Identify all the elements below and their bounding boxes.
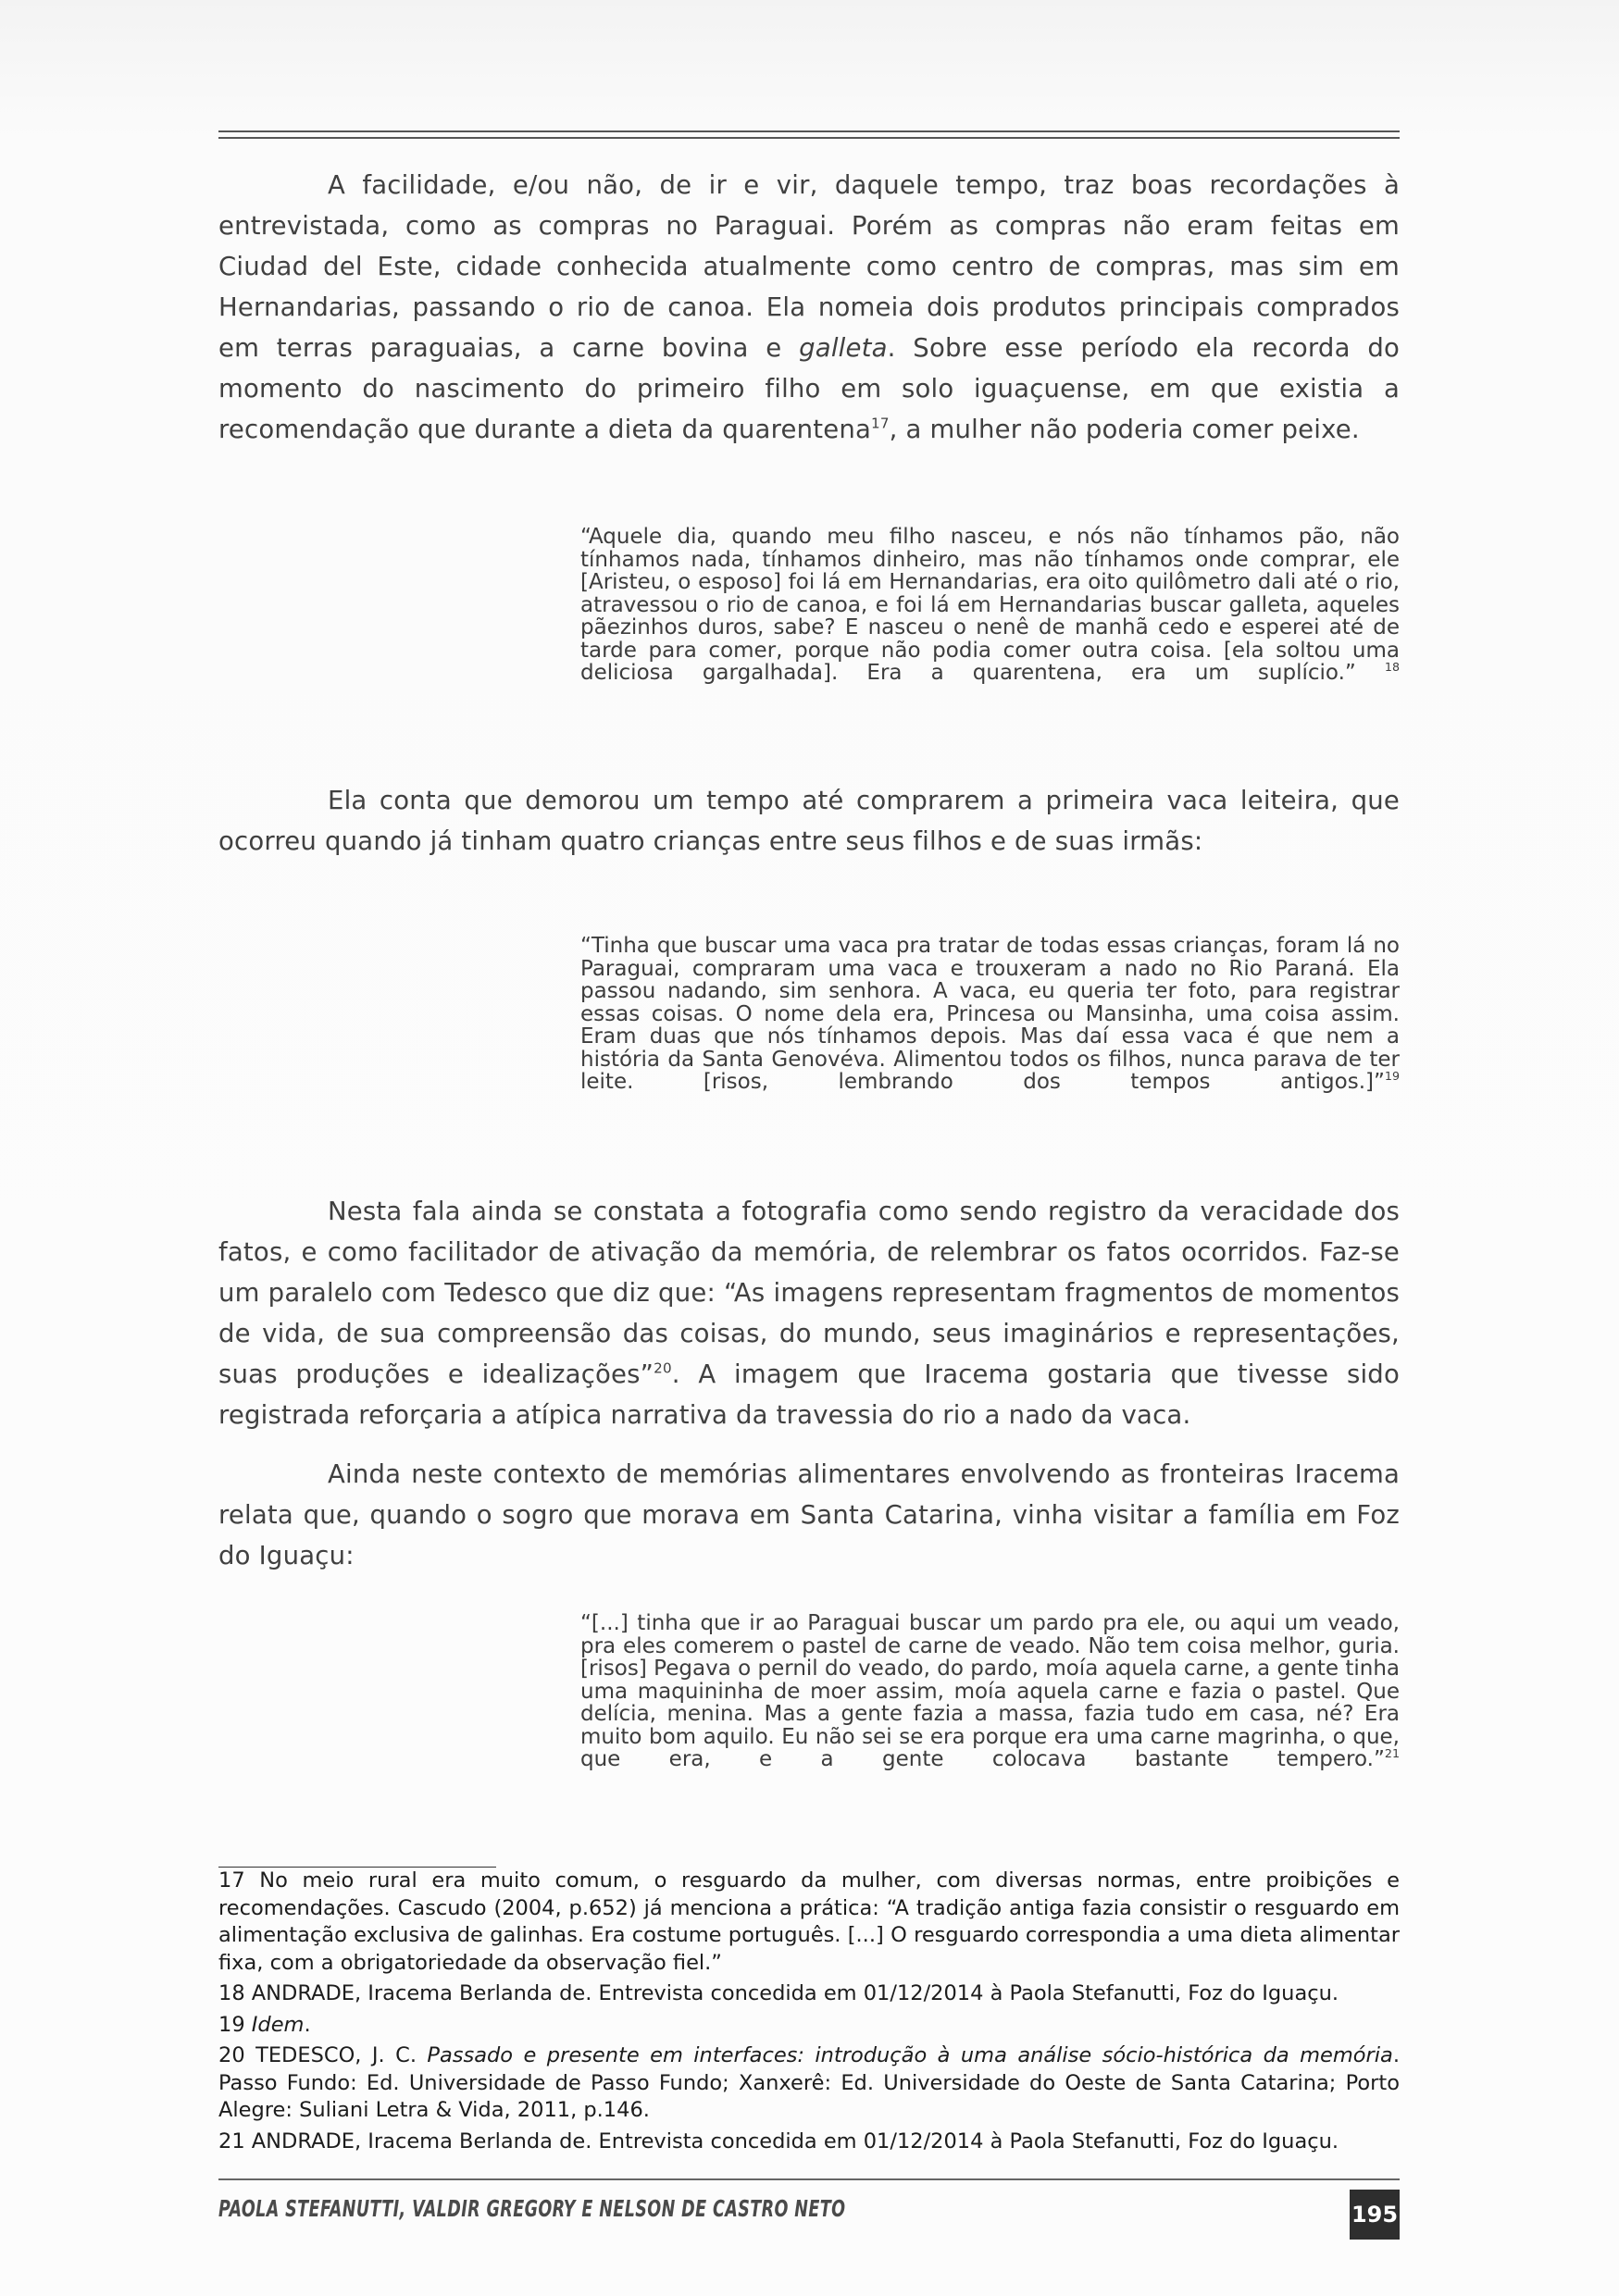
footnote-19: 19 Idem. [218,2012,311,2037]
body-paragraph-1: A facilidade, e/ou não, de ir e vir, daquele tempo, traz boas recordações à entrevistada, como as compras no Paraguai. Porém as compras não eram feitas em Ciudad del Este, cidade conhecida atualmente como centro de compras, mas sim em Hernandarias, passando o rio de canoa. Ela nomeia dois produtos principais comprados em terras paraguaias, a carne bovina e galleta. Sobre esse período ela recorda do momento do nascimento do primeiro filho em solo iguaçuense, em que existia a recomendação que durante a dieta da quarentena$^{17}$, a mulher não poderia comer peixe. [218,170,1400,444]
body-paragraph-3: Nesta fala ainda se constata a fotografia como sendo registro da veracidade dos fatos, e como facilitador de ativação da memória, de relembrar os fatos ocorridos. Faz-se um paralelo com Tedesco que diz que: “As imagens representam fragmentos de momentos de vida, de sua compreensão das coisas, do mundo, seus imaginários e representações, suas produções e idealizações”$^{20}$. A imagem que Iracema gostaria que tivesse sido registrada reforçaria a atípica narrativa da travessia do rio a nado da vaca. [218,1197,1400,1430]
header-double-rule [218,130,1400,142]
footnote-20: 20 TEDESCO, J. C. Passado e presente em interfaces: introdução à uma análise sócio-histórica da memória. Passo Fundo: Ed. Universidade de Passo Fundo; Xanxerê: Ed. Universidade do Oeste de Santa Catarina; Porto Alegre: Suliani Letra & Vida, 2011, p.146. [218,2043,1400,2122]
footer-authors: PAOLA STEFANUTTI, VALDIR GREGORY E NELSON DE CASTRO NETO [218,2195,846,2222]
footer-rule [218,2178,1400,2180]
body-paragraph-4: Ainda neste contexto de memórias alimentares envolvendo as fronteiras Iracema relata que, quando o sogro que morava em Santa Catarina, vinha visitar a família em Foz do Iguaçu: [218,1459,1400,1570]
footnote-ref-21[interactable]: 21 [1384,1746,1400,1761]
page-number-badge: 195 [1350,2190,1400,2240]
footnote-18: 18 ANDRADE, Iracema Berlanda de. Entrevista concedida em 01/12/2014 à Paola Stefanutti, Foz do Iguaçu. [218,1981,1339,2005]
footnote-21: 21 ANDRADE, Iracema Berlanda de. Entrevista concedida em 01/12/2014 à Paola Stefanutti, Foz do Iguaçu. [218,2128,1339,2153]
footnote-ref-19[interactable]: 19 [1384,1069,1400,1084]
footnote-ref-18[interactable]: 18 [1384,660,1400,675]
footnotes [218,1868,1400,2159]
block-quote-2: “Tinha que buscar uma vaca pra tratar de todas essas crianças, foram lá no Paraguai, compraram uma vaca e trouxeram a nado no Rio Paraná. Ela passou nadando, sim senhora. A vaca, eu queria ter foto, para registrar essas coisas. O nome dela era, Princesa ou Mansinha, uma coisa assim. Eram duas que nós tínhamos depois. Mas daí essa vaca é que nem a história da Santa Genovéva. Alimentou todos os filhos, nunca parava de ter leite. [risos, lembrando dos tempos antigos.]”$^{19}$ [580,934,1400,1094]
block-quote-3: “[...] tinha que ir ao Paraguai buscar um pardo pra ele, ou aqui um veado, pra eles comerem o pastel de carne de veado. Não tem coisa melhor, guria. [risos] Pegava o pernil do veado, do pardo, moía aquela carne, a gente tinha uma maquininha de moer assim, moía aquela carne e fazia o pastel. Que delícia, menina. Mas a gente fazia a massa, fazia tudo em casa, né? Era muito bom aquilo. Eu não sei se era porque era uma carne magrinha, o que, que era, e a gente colocava bastante tempero.”$^{21}$ [580,1611,1400,1771]
footnote-17: 17 No meio rural era muito comum, o resguardo da mulher, com diversas normas, entre proibições e recomendações. Cascudo (2004, p.652) já menciona a prática: “A tradição antiga fazia consistir o resguardo em alimentação exclusiva de galinhas. Era costume português. [...] O resguardo correspondia a uma dieta alimentar fixa, com a obrigatoriedade da observação fiel.” [218,1868,1400,1975]
block-quote-1: “Aquele dia, quando meu filho nasceu, e nós não tínhamos pão, não tínhamos nada, tínhamos dinheiro, mas não tínhamos onde comprar, ele [Aristeu, o esposo] foi lá em Hernandarias, era oito quilômetro dali até o rio, atravessou o rio de canoa, e foi lá em Hernandarias buscar galleta, aqueles pãezinhos duros, sabe? E nasceu o nenê de manhã cedo e esperei até de tarde para comer, porque não podia comer outra coisa. [ela soltou uma deliciosa gargalhada]. Era a quarentena, era um suplício.” $^{18}$ [580,525,1400,685]
body-paragraph-2: Ela conta que demorou um tempo até comprarem a primeira vaca leiteira, que ocorreu quando já tinham quatro crianças entre seus filhos e de suas irmãs: [218,786,1400,856]
footnote-ref-20[interactable]: 20 [654,1359,672,1377]
footnote-ref-17[interactable]: 17 [871,415,890,432]
